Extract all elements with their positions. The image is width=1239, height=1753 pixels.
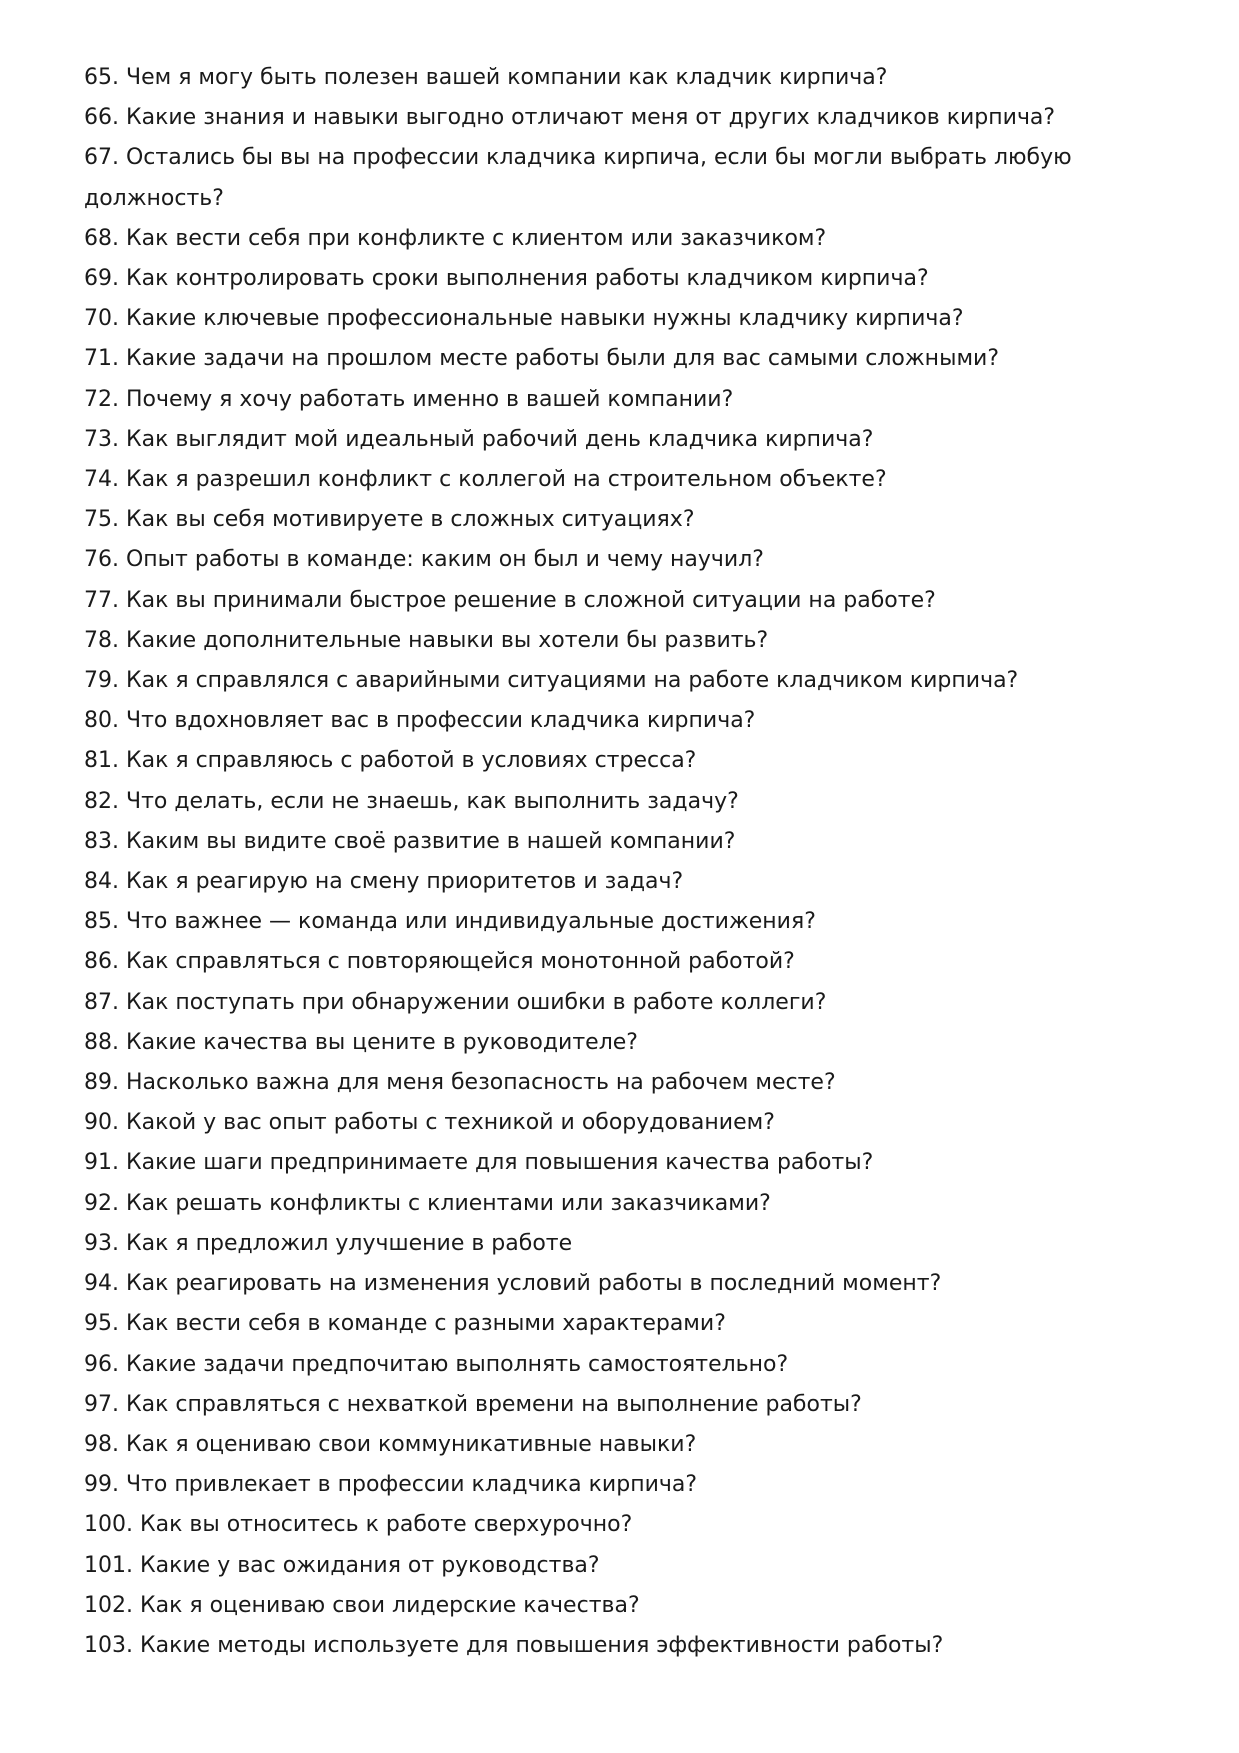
question-item: 66. Какие знания и навыки выгодно отличают меня от других кладчиков кирпича? bbox=[84, 105, 1056, 131]
question-item: 86. Как справляться с повторяющейся монотонной работой? bbox=[84, 949, 795, 975]
question-item: 71. Какие задачи на прошлом месте работы были для вас самыми сложными? bbox=[84, 346, 1000, 372]
question-item: 89. Насколько важна для меня безопасность на рабочем месте? bbox=[84, 1070, 836, 1096]
question-item: 96. Какие задачи предпочитаю выполнять самостоятельно? bbox=[84, 1351, 789, 1377]
question-item: 72. Почему я хочу работать именно в вашей компании? bbox=[84, 386, 734, 412]
question-item: 98. Как я оцениваю свои коммуникативные навыки? bbox=[84, 1431, 697, 1457]
question-item: 76. Опыт работы в команде: каким он был и чему научил? bbox=[84, 547, 764, 573]
question-list bbox=[84, 58, 1094, 1666]
question-item: 91. Какие шаги предпринимаете для повышения качества работы? bbox=[84, 1150, 874, 1176]
question-item: 90. Какой у вас опыт работы с техникой и оборудованием? bbox=[84, 1110, 775, 1136]
question-item: 92. Как решать конфликты с клиентами или заказчиками? bbox=[84, 1190, 771, 1216]
question-item: 87. Как поступать при обнаружении ошибки в работе коллеги? bbox=[84, 989, 827, 1015]
question-item: 70. Какие ключевые профессиональные навыки нужны кладчику кирпича? bbox=[84, 306, 964, 332]
question-item: 99. Что привлекает в профессии кладчика кирпича? bbox=[84, 1472, 698, 1498]
question-item: 74. Как я разрешил конфликт с коллегой на строительном объекте? bbox=[84, 467, 887, 493]
question-item: 78. Какие дополнительные навыки вы хотели бы развить? bbox=[84, 627, 769, 653]
question-item: 80. Что вдохновляет вас в профессии кладчика кирпича? bbox=[84, 708, 756, 734]
question-item: 65. Чем я могу быть полезен вашей компании как кладчик кирпича? bbox=[84, 65, 888, 90]
question-item: 93. Как я предложил улучшение в работе bbox=[84, 1230, 573, 1256]
question-item: 85. Что важнее — команда или индивидуальные достижения? bbox=[84, 909, 816, 935]
question-item: 95. Как вести себя в команде с разными характерами? bbox=[84, 1311, 726, 1337]
question-item: 81. Как я справляюсь с работой в условиях стресса? bbox=[84, 748, 697, 774]
question-item: 83. Каким вы видите своё развитие в нашей компании? bbox=[84, 828, 736, 854]
question-item: 84. Как я реагирую на смену приоритетов и задач? bbox=[84, 869, 684, 895]
question-item: 82. Что делать, если не знаешь, как выполнить задачу? bbox=[84, 788, 739, 814]
question-item: 94. Как реагировать на изменения условий работы в последний момент? bbox=[84, 1271, 942, 1297]
question-item: 102. Как я оцениваю свои лидерские качества? bbox=[84, 1592, 640, 1618]
question-item: 75. Как вы себя мотивируете в сложных ситуациях? bbox=[84, 507, 695, 533]
question-item: 88. Какие качества вы цените в руководителе? bbox=[84, 1029, 638, 1055]
question-item: 73. Как выглядит мой идеальный рабочий день кладчика кирпича? bbox=[84, 426, 874, 452]
question-item: 103. Какие методы используете для повышения эффективности работы? bbox=[84, 1632, 944, 1658]
question-item: 69. Как контролировать сроки выполнения работы кладчиком кирпича? bbox=[84, 266, 929, 292]
question-item: 67. Остались бы вы на профессии кладчика кирпича, если бы могли выбрать любую должность? bbox=[84, 145, 1072, 211]
question-item: 97. Как справляться с нехваткой времени на выполнение работы? bbox=[84, 1391, 862, 1417]
question-item: 101. Какие у вас ожидания от руководства? bbox=[84, 1552, 600, 1578]
question-item: 100. Как вы относитесь к работе сверхурочно? bbox=[84, 1512, 633, 1538]
question-item: 77. Как вы принимали быстрое решение в сложной ситуации на работе? bbox=[84, 587, 936, 613]
question-item: 68. Как вести себя при конфликте с клиентом или заказчиком? bbox=[84, 225, 827, 251]
question-item: 79. Как я справлялся с аварийными ситуациями на работе кладчиком кирпича? bbox=[84, 668, 1019, 694]
